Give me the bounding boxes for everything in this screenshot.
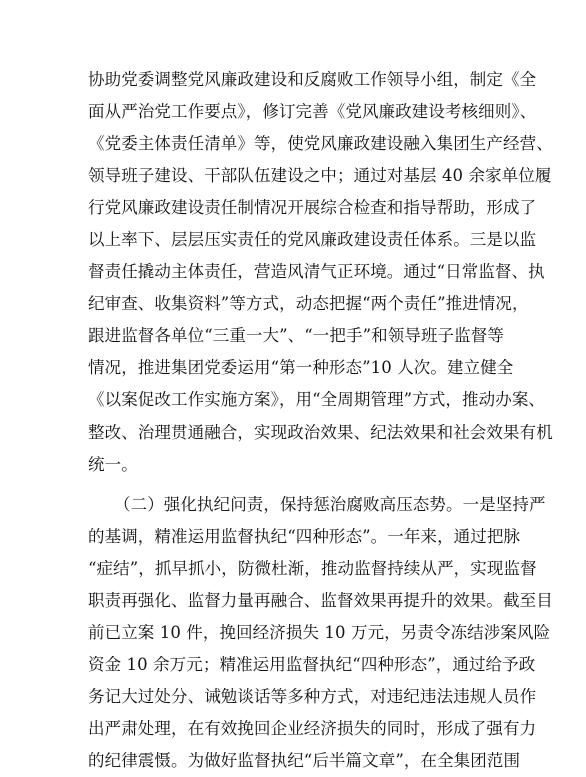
paragraph-1-line-9: 跟进监督各单位“三重一大”、“一把手”和领导班子监督等 <box>88 326 504 346</box>
paragraph-1-line-5: 行党风廉政建设责任制情况开展综合检查和指导帮助，形成了 <box>88 198 537 218</box>
paragraph-2-line-7: 务记大过处分、诫勉谈话等多种方式，对违纪违法违规人员作 <box>88 686 537 706</box>
paragraph-1-line-8: 纪审查、收集资料”等方式，动态把握“两个责任”推进情况， <box>88 294 529 314</box>
paragraph-1-line-2: 面从严治党工作要点》，修订完善《党风廉政建设考核细则》、 <box>88 102 537 122</box>
paragraph-2-line-2: 的基调，精准运用监督执纪“四种形态”。一年来，通过把脉 <box>88 526 521 546</box>
paragraph-1-line-12: 整改、治理贯通融合，实现政治效果、纪法效果和社会效果有机 <box>88 422 553 442</box>
paragraph-1-line-4: 领导班子建设、干部队伍建设之中；通过对基层 40 余家单位履 <box>88 166 552 186</box>
paragraph-2-line-6: 资金 10 余万元；精准运用监督执纪“四种形态”，通过给予政 <box>88 654 536 674</box>
paragraph-1-line-10: 情况，推进集团党委运用“第一种形态”10 人次。建立健全 <box>88 358 514 378</box>
paragraph-2-line-3: “症结”，抓早抓小，防微杜渐，推动监督持续从严，实现监督 <box>88 558 537 578</box>
paragraph-2-line-1: （二）强化执纪问责，保持惩治腐败高压态势。一是坚持严 <box>114 494 546 514</box>
document-body <box>88 64 553 777</box>
paragraph-1-line-7: 督责任撬动主体责任，营造风清气正环境。通过“日常监督、执 <box>88 262 545 282</box>
paragraph-1-line-13: 统一。 <box>88 454 138 474</box>
paragraph-2-line-5: 前已立案 10 件，挽回经济损失 10 万元，另责令冻结涉案风险 <box>88 622 551 642</box>
paragraph-2-line-9: 的纪律震慑。为做好监督执纪“后半篇文章”，在全集团范围 <box>88 750 521 770</box>
paragraph-2-line-8: 出严肃处理，在有效挽回企业经济损失的同时，形成了强有力 <box>88 718 537 738</box>
paragraph-1-line-11: 《以案促改工作实施方案》，用“全周期管理”方式，推动办案、 <box>88 390 546 410</box>
paragraph-1-line-1: 协助党委调整党风廉政建设和反腐败工作领导小组，制定《全 <box>88 70 537 89</box>
paragraph-2-line-4: 职责再强化、监督力量再融合、监督效果再提升的效果。截至目 <box>88 590 553 610</box>
paragraph-1-line-3: 《党委主体责任清单》等，使党风廉政建设融入集团生产经营、 <box>88 134 553 154</box>
paragraph-1-line-6: 以上率下、层层压实责任的党风廉政建设责任体系。三是以监 <box>88 230 537 250</box>
